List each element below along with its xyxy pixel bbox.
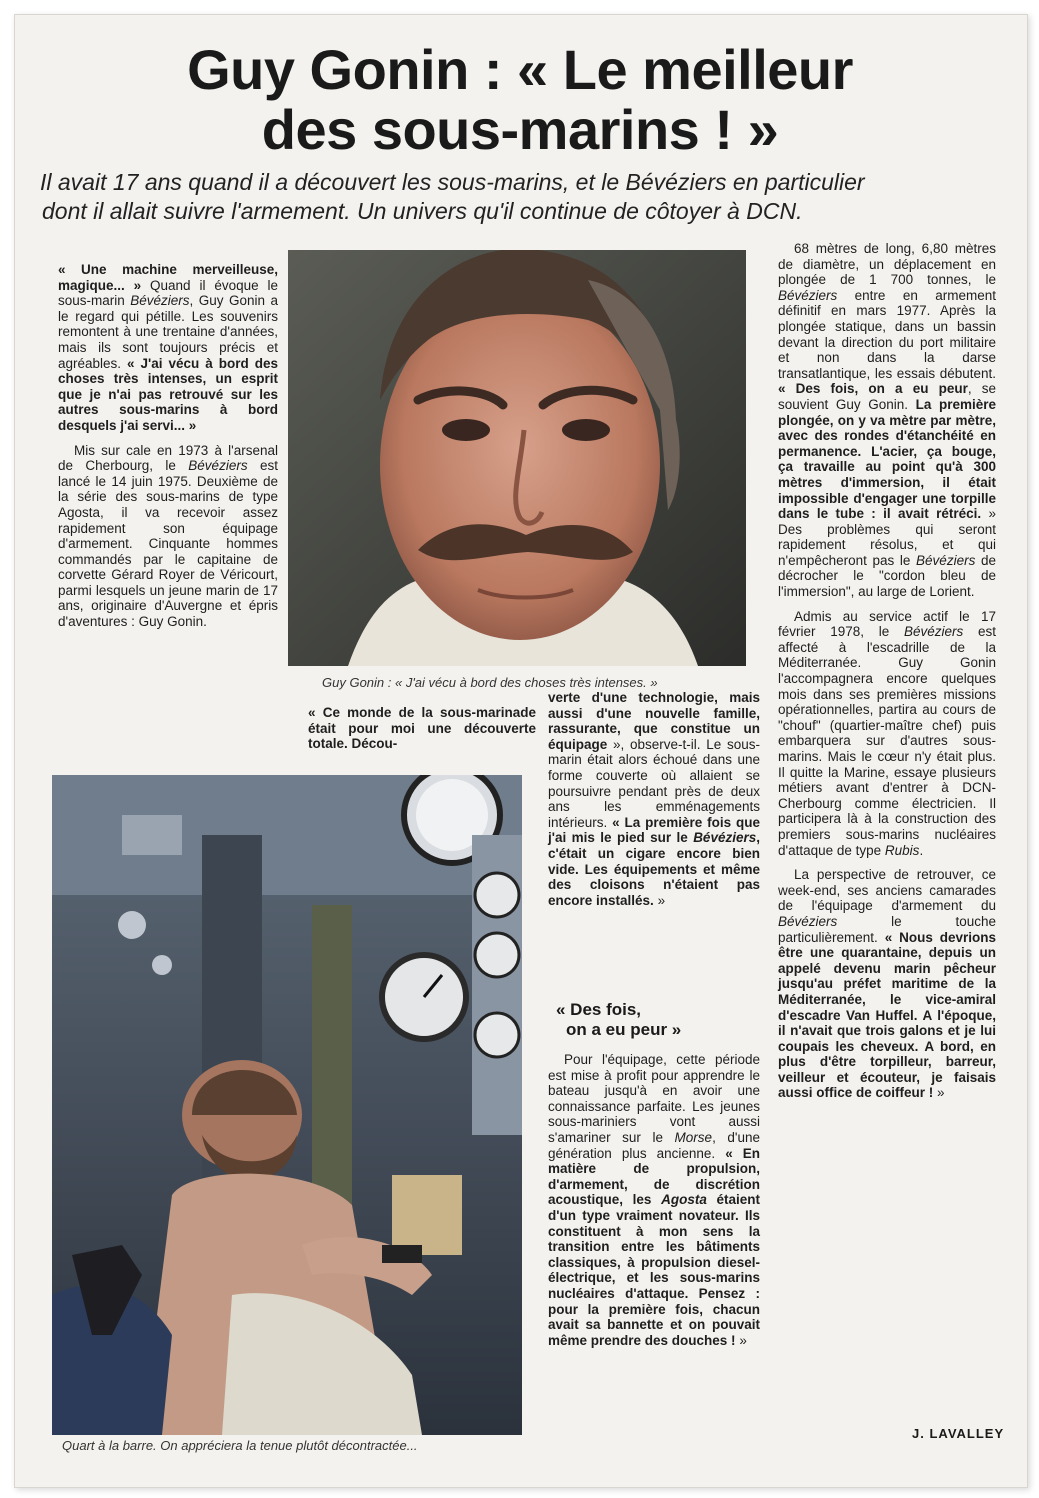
text: La perspective de retrouver, ce week-end, ses anciens camarades de l'équipage d'armement du (778, 867, 996, 914)
text: , Guy Gonin a le regard qui pétille. Les souvenirs remontent à une trentaine d'années, mais ils sont toujours précis et agréables. (58, 293, 278, 371)
col4-paragraph-1 (778, 241, 996, 600)
ship-name: Bévéziers (188, 458, 248, 474)
subheading-line-2: on a eu peur » (566, 1020, 682, 1039)
text: Mis sur cale en 1973 à l'arsenal de Cherbourg, le (58, 442, 278, 474)
col4-paragraph-2 (778, 609, 996, 859)
control-room-illustration (52, 775, 522, 1435)
text: Quand il évoque le sous-marin (58, 277, 278, 309)
text: le touche particulièrement. (778, 913, 996, 945)
text: , se souvient Guy Gonin. (778, 381, 996, 412)
text: Admis au service actif le 17 février 1978, le (778, 608, 996, 640)
ship-name: Bévéziers (130, 293, 190, 309)
headline-line-2: des sous-marins ! » (261, 98, 779, 161)
column-4 (778, 241, 996, 1110)
col3-paragraph-2 (548, 1052, 760, 1348)
column-3 (548, 690, 760, 917)
text: » (735, 1332, 747, 1348)
portrait-illustration (288, 250, 746, 666)
headline-line-1: Guy Gonin : « Le meilleur (187, 38, 853, 101)
quote-bold: verte d'une technologie, mais aussi d'une nouvelle famille, rassurante, que constitue un équipage (548, 690, 760, 752)
author-signature: J. LAVALLEY (912, 1426, 1005, 1441)
quote-bold: « Ce monde de la sous-marinade était pour moi une découverte totale. Décou- (308, 705, 536, 752)
quote-bold: « J'ai vécu à bord des choses très intenses, un esprit que je n'ai pas retrouvé sur les autres sous-marins à bord desquels j'ai servi... » (58, 355, 279, 433)
ship-class: Agosta (661, 1192, 707, 1208)
control-room-caption: Quart à la barre. On appréciera la tenue plutôt décontractée... (62, 1438, 418, 1453)
column-2 (308, 705, 536, 761)
lead-line-2: dont il allait suivre l'armement. Un univers qu'il continue de côtoyer à DCN. (42, 198, 803, 224)
text: de décrocher le "cordon bleu de l'immersion", au large de Lorient. (778, 552, 996, 600)
portrait-caption: Guy Gonin : « J'ai vécu à bord des choses très intenses. » (322, 675, 658, 690)
ship-name: Bévéziers (693, 830, 757, 846)
column-1 (58, 262, 278, 639)
column-3-continued (548, 1052, 760, 1357)
ship-name: Bévéziers (778, 287, 838, 303)
text: . (919, 842, 924, 858)
col2-paragraph-1 (308, 705, 536, 752)
quote-bold: La première plongée, on y va mètre par mètre, avec des rondes d'étanchéité en permanence. L'acier, ça bouge, ça travaille au point qu'à 300 mètres d'immersion, il était impossible d'engager une torpille dans le tube : il avait rétréci. (778, 396, 996, 522)
ship-name: Bévéziers (903, 624, 964, 640)
subheading-line-1: « Des fois, (556, 1000, 642, 1019)
control-room-photo (52, 775, 522, 1435)
quote-bold: « En matière de propulsion, d'armement, de discrétion acoustique, les (548, 1145, 760, 1208)
text: entre en armement définitif en mars 1977. Après la plongée statique, dans un bassin devant la direction du port militaire et non dans la darse transatlantique, les essais débutent. (778, 287, 996, 381)
text: , d'une génération plus ancienne. (548, 1129, 760, 1161)
lead-line-1: Il avait 17 ans quand il a découvert les sous-marins, et le Bévéziers en particulier (40, 169, 865, 195)
quote-bold: « Nous devrions être une quarantaine, depuis un appelé devenu marin pêcheur jusqu'au préfet maritime de la Méditerranée, le vice-amiral d'escadre Van Huffel. A l'époque, il n'avait que trois galons et je lui coupais les cheveux. A bord, en plus d'être torpilleur, barreur, veilleur et écouteur, je faisais aussi office de coiffeur ! (778, 929, 996, 1101)
text: est affecté à l'escadrille de la Méditerranée. Guy Gonin l'accompagnera encore quelques mois dans ses premières missions opérationnelles, partira au cours de "chouf" (quartier-maître chef) puis embarquera sur d'autres sous-marins. Mais le cœur n'y était plus. Il quitte la Marine, essaye plusieurs métiers avant d'entrer à DCN-Cherbourg comme électricien. Il participera là à la construction des premiers sous-marins nucléaires d'attaque de type (778, 624, 996, 858)
quote-bold: étaient d'un type vraiment novateur. Ils constituent à mon sens la transition entre les bâtiments classiques, à propulsion diesel-électrique, et les sous-marins nucléaires d'attaque. Pensez : pour la première fois, chacun avait sa bannette et on pouvait même prendre des douches ! (548, 1192, 760, 1348)
col1-paragraph-2 (58, 443, 278, 630)
text: » Des problèmes qui seront rapidement résolus, et qui n'empêcheront pas le (778, 506, 996, 568)
quote-bold: , c'était un cigare encore bien vide. Les équipements et même des cloisons n'étaient pas encore installés. (548, 830, 760, 908)
headline (40, 40, 1000, 160)
text: » (933, 1085, 945, 1101)
text: est lancé le 14 juin 1975. Deuxième de la série des sous-marins de type Agosta, il va recevoir assez rapidement son équipage d'armement. Cinquante hommes commandés par le capitaine de corvette Gérard Royer de Véricourt, parmi lesquels un jeune marin de 17 ans, originaire d'Auvergne et épris d'aventures : Guy Gonin. (58, 458, 278, 630)
ship-class: Rubis (884, 842, 920, 858)
col4-paragraph-3 (778, 867, 996, 1101)
quote-bold: « Des fois, on a eu peur (778, 381, 968, 397)
col1-paragraph-1 (58, 262, 278, 434)
quote-bold: « La première fois que j'ai mis le pied sur le (548, 814, 760, 846)
ship-name: Morse (674, 1129, 713, 1145)
lead-paragraph (40, 168, 990, 226)
text: 68 mètres de long, 6,80 mètres de diamètre, un déplacement en plongée de 1 700 tonnes, le (778, 241, 996, 288)
quote-bold: « Une machine merveilleuse, magique... » (58, 262, 278, 293)
text: Pour l'équipage, cette période est mise à profit pour apprendre le bateau jusqu'à en avoir une connaissance parfaite. Les jeunes sous-mariniers vont aussi s'amariner sur le (548, 1052, 760, 1145)
ship-name: Bévéziers (916, 552, 976, 568)
text: », observe-t-il. Le sous-marin était alors échoué dans une forme couverte où allaient se poursuivre pendant près de deux ans les emménagements intérieurs. (548, 736, 760, 830)
text: » (653, 892, 666, 908)
ship-name: Bévéziers (778, 913, 838, 929)
subheading (556, 1000, 756, 1040)
col3-paragraph-1 (548, 690, 760, 908)
portrait-photo (288, 250, 746, 666)
